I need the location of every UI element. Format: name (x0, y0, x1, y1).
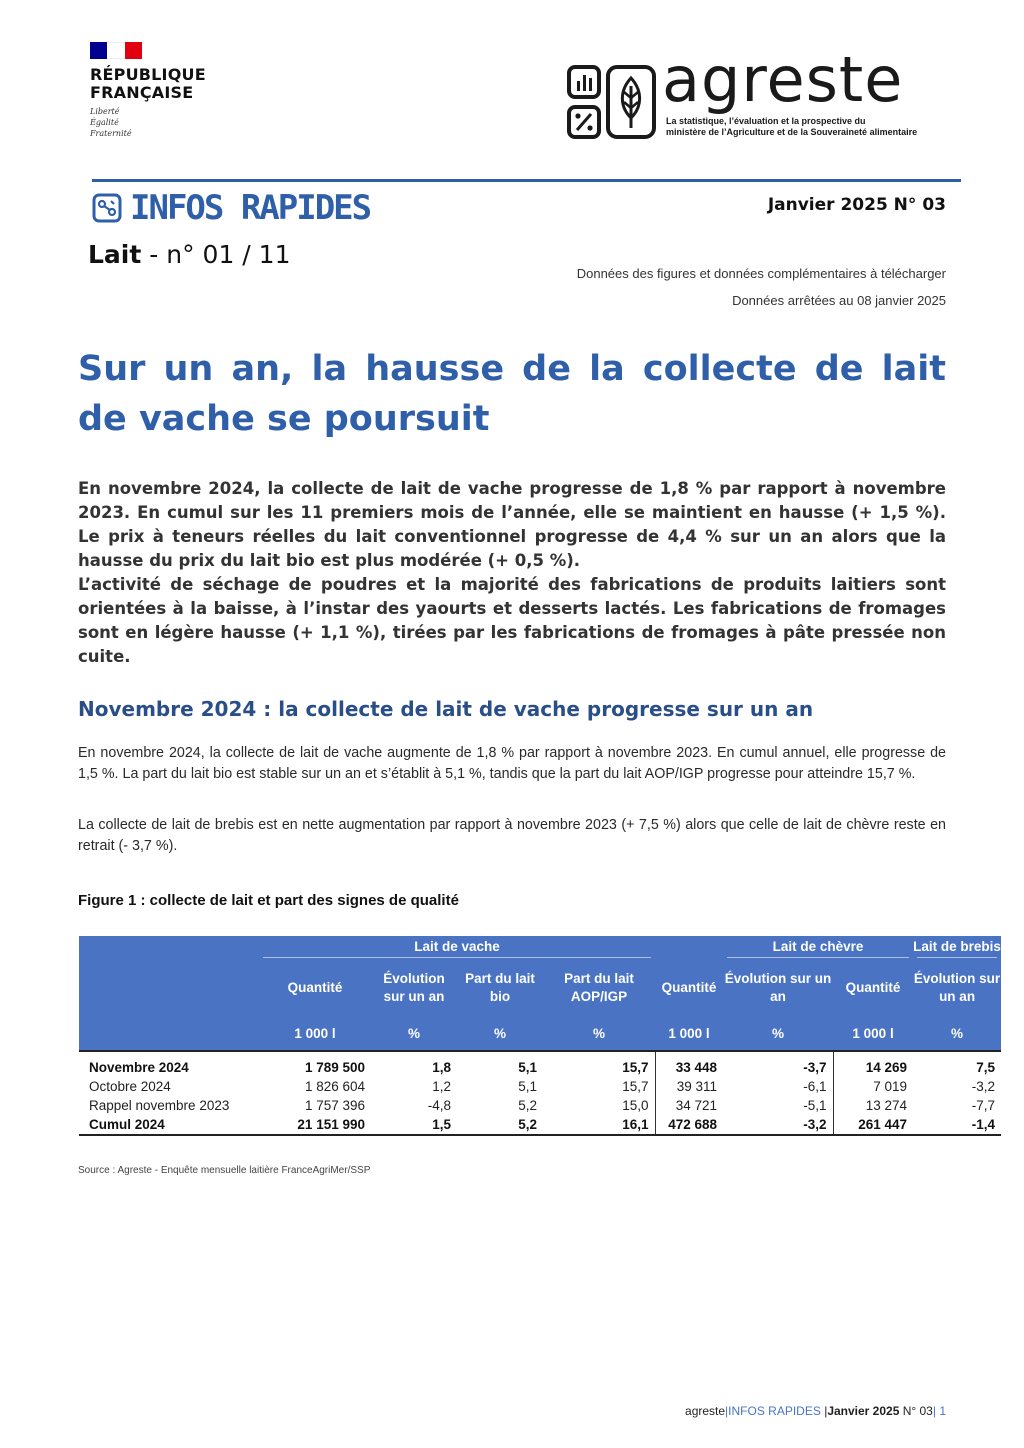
cell: -5,1 (723, 1096, 833, 1115)
group-header-brebis: Lait de brebis (913, 936, 1001, 958)
summary-paragraph-1: En novembre 2024, la collecte de lait de vache progresse de 1,8 % par rapport à novembre 2023. En cumul sur les 11 premiers mois de l’année, elle se maintient en hausse (+ 1,5 %). Le prix à teneurs réelles du lait conventionnel progresse de 4,4 % sur un an alors que la hausse du prix du lait bio est plus modérée (+ 0,5 %). (78, 479, 946, 570)
page-number: 1 (939, 1404, 946, 1418)
unit-header: % (543, 1018, 655, 1050)
cell: 21 151 990 (297, 1117, 365, 1132)
agreste-wordmark: agreste (662, 43, 904, 116)
tricolor-flag-icon (90, 42, 142, 59)
rf-motto: Liberté Égalité Fraternité (90, 107, 132, 138)
unit-header: % (457, 1018, 543, 1050)
infos-rapides-band (92, 189, 370, 227)
unit-header: % (723, 1018, 833, 1050)
cell: -6,1 (723, 1077, 833, 1096)
summary (78, 477, 946, 669)
table-row (79, 1115, 1001, 1135)
footer-section: INFOS RAPIDES (728, 1404, 821, 1418)
column-header: Part du lait AOP/IGP (543, 958, 655, 1018)
summary-paragraph-2: L’activité de séchage de poudres et la majorité des fabrications de produits laitiers sont orientées à la baisse, à l’instar des yaourts et desserts lactés. Les fabrications de fromages sont en légère hausse (+ 1,1 %), tirées par les fabrications de fromages à pâte pressée non cuite. (78, 575, 946, 666)
cell: 7,5 (976, 1060, 995, 1075)
cell: -1,4 (971, 1117, 995, 1132)
figure-title: Figure 1 : collecte de lait et part des signes de qualité (78, 892, 459, 909)
agreste-pictogram-icon (566, 64, 662, 144)
cell: 261 447 (858, 1117, 907, 1132)
agreste-subtitle: La statistique, l’évaluation et la prospective du ministère de l’Agriculture et de la Souveraineté alimentaire (666, 116, 918, 137)
cell: 472 688 (668, 1117, 717, 1132)
data-date: Données arrêtées au 08 janvier 2025 (732, 293, 946, 308)
cell: 15,7 (543, 1052, 655, 1077)
download-note (577, 260, 946, 314)
header-gap (655, 936, 723, 958)
cell: 5,2 (518, 1098, 537, 1113)
cell: 39 311 (676, 1079, 717, 1094)
cell: -7,7 (971, 1098, 995, 1113)
cell: 1 757 396 (304, 1098, 365, 1113)
cell: 33 448 (675, 1060, 717, 1075)
rf-name: RÉPUBLIQUE FRANÇAISE (90, 65, 206, 102)
cell: -3,7 (723, 1052, 833, 1077)
cell: 1 789 500 (304, 1060, 365, 1075)
infos-rapides-icon (92, 193, 122, 223)
row-label: Cumul 2024 (89, 1117, 165, 1132)
row-label: Octobre 2024 (89, 1079, 171, 1094)
group-header-vache: Lait de vache (259, 936, 655, 958)
cell: 7 019 (873, 1079, 907, 1094)
republique-francaise-logo (90, 42, 230, 139)
cell: 1,5 (432, 1117, 451, 1132)
unit-header: % (371, 1018, 457, 1050)
column-header: Évolution sur un an (371, 958, 457, 1018)
header-blank (79, 1018, 259, 1050)
footer-issue: Janvier 2025 (827, 1404, 900, 1418)
table-row (79, 1052, 1001, 1077)
body-paragraph-1: En novembre 2024, la collecte de lait de vache augmente de 1,8 % par rapport à novembre 2023. En cumul annuel, elle progresse de 1,5 %. La part du lait bio est stable sur un an et s’établit à 5,1 %, tandis que la part du lait AOP/IGP progresse pour atteindre 15,7 %. (78, 745, 946, 782)
column-header: Part du lait bio (457, 958, 543, 1018)
cell: 15,7 (543, 1077, 655, 1096)
unit-header: 1 000 l (655, 1018, 723, 1050)
footer-brand: agreste (685, 1404, 726, 1418)
cell: 34 721 (675, 1098, 717, 1113)
cell: 16,1 (543, 1115, 655, 1135)
body-paragraph-2: La collecte de lait de brebis est en nette augmentation par rapport à novembre 2023 (+ 7,5 %) alors que celle de lait de chèvre reste en retrait (- 3,7 %). (78, 817, 946, 854)
footer-separator: | (725, 1404, 729, 1418)
column-header: Quantité (833, 958, 913, 1018)
page-title: Sur un an, la hausse de la collecte de lait de vache se poursuit (78, 349, 946, 439)
footer-number: N° 03 (899, 1404, 933, 1418)
column-header: Quantité (655, 958, 723, 1018)
figure-1-table (79, 936, 1001, 1136)
header-rule (92, 179, 961, 182)
cell: 15,0 (543, 1096, 655, 1115)
download-link[interactable]: Données des figures et données complémentaires à télécharger (576, 266, 946, 281)
row-label: Rappel novembre 2023 (89, 1098, 230, 1113)
row-label: Novembre 2024 (89, 1060, 189, 1075)
data-table (79, 936, 1001, 1050)
column-header: Évolution sur un an (723, 958, 833, 1018)
group-header-chevre: Lait de chèvre (723, 936, 913, 958)
unit-header: % (913, 1018, 1001, 1050)
cell: -4,8 (427, 1098, 451, 1113)
unit-header: 1 000 l (833, 1018, 913, 1050)
column-header: Évolution sur un an (913, 958, 1001, 1018)
cell: 1,2 (432, 1079, 451, 1094)
table-row (79, 1096, 1001, 1115)
series-name: Lait (88, 240, 142, 269)
cell: 5,1 (518, 1060, 537, 1075)
page-footer (685, 1404, 946, 1418)
footer-separator: | (820, 1404, 828, 1418)
column-header: Quantité (259, 958, 371, 1018)
figure-source: Source : Agreste - Enquête mensuelle laitière FranceAgriMer/SSP (78, 1165, 371, 1176)
series-number: - n° 01 / 11 (141, 240, 291, 269)
cell: 1,8 (432, 1060, 451, 1075)
section-title: Novembre 2024 : la collecte de lait de vache progresse sur un an (78, 697, 814, 721)
series-label (88, 240, 290, 269)
cell: 1 826 604 (304, 1079, 365, 1094)
cell: 5,2 (518, 1117, 537, 1132)
cell: 5,1 (518, 1079, 537, 1094)
header-blank (79, 958, 259, 1018)
cell: -3,2 (723, 1115, 833, 1135)
cell: -3,2 (971, 1079, 995, 1094)
unit-header: 1 000 l (259, 1018, 371, 1050)
table-row (79, 1077, 1001, 1096)
data-table-body (79, 1052, 1001, 1136)
cell: 13 274 (865, 1098, 907, 1113)
cell: 14 269 (865, 1060, 907, 1075)
issue-number: Janvier 2025 N° 03 (767, 195, 946, 215)
infos-rapides-title: INFOS RAPIDES (130, 188, 371, 228)
header-blank (79, 936, 259, 958)
footer-separator: | (932, 1404, 940, 1418)
agreste-logo (566, 43, 966, 148)
